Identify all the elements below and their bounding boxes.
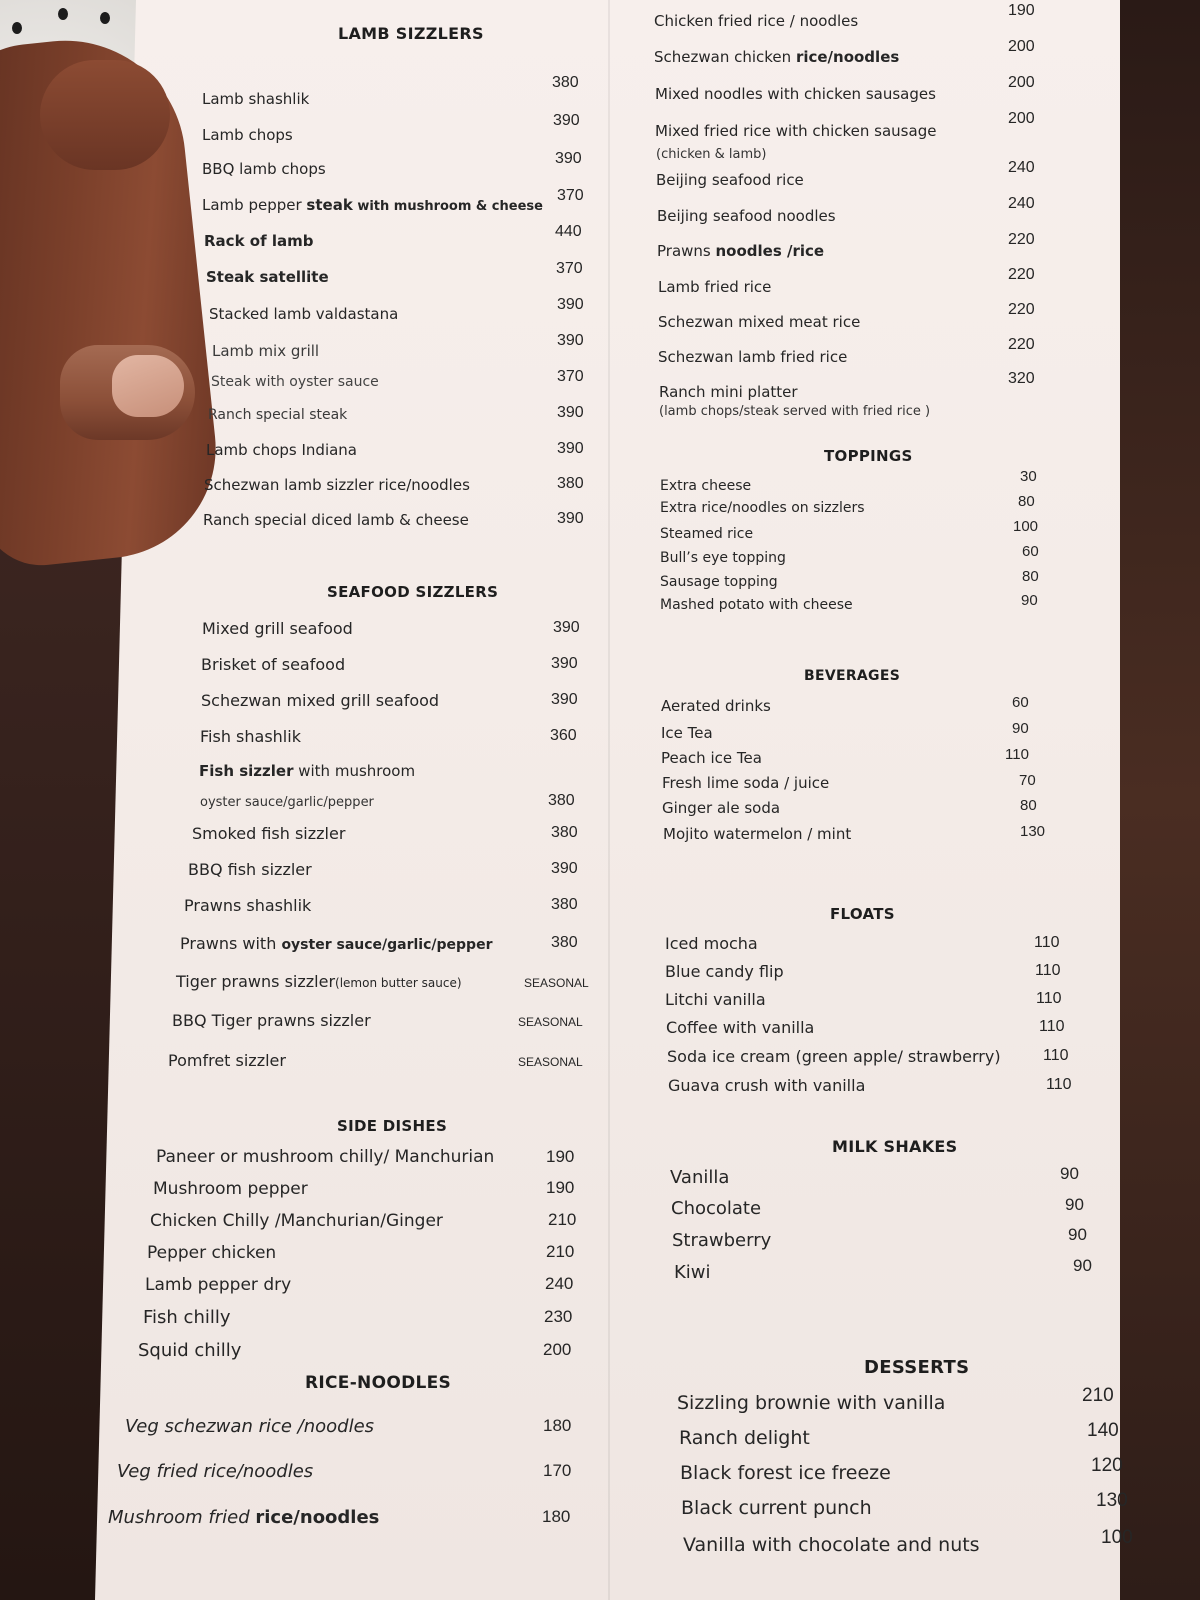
menu-item: Ginger ale soda — [662, 799, 781, 817]
menu-item: Sizzling brownie with vanilla — [677, 1392, 946, 1414]
menu-price: 390 — [551, 691, 578, 708]
menu-price: SEASONAL — [518, 1015, 583, 1029]
menu-item: Fish sizzler with mushroom — [199, 762, 416, 780]
menu-item: Paneer or mushroom chilly/ Manchurian — [156, 1147, 495, 1167]
menu-item: Ice Tea — [661, 724, 713, 742]
menu-price: 110 — [1034, 934, 1060, 951]
section-heading-desserts: DESSERTS — [864, 1357, 970, 1378]
menu-item: Extra cheese — [660, 478, 752, 494]
menu-item: Extra rice/noodles on sizzlers — [660, 500, 865, 516]
menu-item: Pepper chicken — [147, 1243, 277, 1263]
menu-item: Lamb chops — [202, 126, 293, 144]
menu-item: Lamb chops Indiana — [206, 441, 357, 459]
menu-price: 210 — [1082, 1385, 1114, 1406]
menu-item: Lamb shashlik — [202, 90, 310, 108]
menu-item: Guava crush with vanilla — [668, 1076, 866, 1095]
menu-price: 90 — [1012, 720, 1029, 737]
menu-item: Coffee with vanilla — [666, 1018, 815, 1037]
menu-price: 200 — [1008, 38, 1035, 55]
menu-item: Stacked lamb valdastana — [209, 305, 399, 323]
menu-item: BBQ Tiger prawns sizzler — [172, 1011, 371, 1030]
menu-price: 80 — [1020, 797, 1037, 814]
menu-price: 390 — [553, 619, 580, 636]
menu-price: 220 — [1008, 336, 1035, 353]
menu-price: 380 — [551, 824, 578, 841]
menu-item-note: (chicken & lamb) — [656, 147, 767, 162]
menu-item: BBQ lamb chops — [202, 160, 326, 178]
menu-item: Vanilla — [670, 1167, 730, 1188]
menu-price: 60 — [1012, 694, 1029, 711]
menu-price: 390 — [557, 296, 584, 313]
menu-item: Iced mocha — [665, 934, 758, 953]
menu-price: 240 — [1008, 159, 1035, 176]
menu-item: Litchi vanilla — [665, 990, 766, 1009]
menu-item: Prawns noodles /rice — [657, 242, 825, 260]
menu-price: 390 — [557, 332, 584, 349]
menu-price: 370 — [557, 368, 584, 385]
menu-item: Peach ice Tea — [661, 749, 762, 767]
menu-price: 80 — [1022, 568, 1039, 585]
menu-price: 100 — [1101, 1527, 1133, 1548]
menu-price: 240 — [545, 1274, 574, 1293]
menu-price: 70 — [1019, 772, 1036, 789]
menu-item: Mixed fried rice with chicken sausage — [655, 122, 937, 140]
menu-price: SEASONAL — [524, 976, 589, 990]
menu-price: 390 — [555, 150, 582, 167]
menu-item: Prawns with oyster sauce/garlic/pepper — [180, 934, 493, 953]
menu-price: 90 — [1068, 1225, 1087, 1244]
menu-price: 240 — [1008, 195, 1035, 212]
menu-price: 200 — [1008, 74, 1035, 91]
menu-item: Lamb fried rice — [658, 278, 772, 296]
menu-price: 90 — [1073, 1256, 1092, 1275]
menu-item: Bull’s eye topping — [660, 550, 786, 566]
menu-item: Lamb mix grill — [212, 342, 320, 360]
menu-price: 110 — [1036, 990, 1062, 1007]
menu-price: 120 — [1091, 1455, 1123, 1476]
menu-price: 110 — [1046, 1076, 1072, 1093]
menu-price: 380 — [551, 934, 578, 951]
menu-item: Pomfret sizzler — [168, 1051, 286, 1070]
menu-item: Black forest ice freeze — [680, 1462, 891, 1484]
menu-item: Schezwan lamb fried rice — [658, 348, 848, 366]
menu-item: Rack of lamb — [204, 232, 314, 250]
menu-price: 380 — [552, 74, 579, 91]
menu-price: 30 — [1020, 468, 1037, 485]
menu-item-note: (lamb chops/steak served with fried rice ) — [659, 404, 931, 419]
menu-price: 170 — [543, 1461, 572, 1480]
menu-item: oyster sauce/garlic/pepper — [200, 795, 374, 810]
menu-item: Lamb pepper steak with mushroom & cheese — [202, 196, 543, 214]
menu-item: Steamed rice — [660, 526, 754, 542]
menu-item: Fresh lime soda / juice — [662, 774, 830, 792]
menu-item: Aerated drinks — [661, 697, 771, 715]
menu-item: Beijing seafood rice — [656, 171, 804, 189]
menu-item: Ranch special diced lamb & cheese — [203, 511, 469, 529]
menu-price: 380 — [557, 475, 584, 492]
menu-item: Strawberry — [672, 1230, 772, 1251]
menu-price: 90 — [1021, 592, 1038, 609]
section-heading-rice-noodles: RICE-NOODLES — [305, 1373, 452, 1393]
menu-item: Schezwan mixed grill seafood — [201, 691, 440, 710]
menu-price: 110 — [1039, 1018, 1065, 1035]
menu-price: 370 — [556, 260, 583, 277]
menu-price: 60 — [1022, 543, 1039, 560]
menu-item: Veg schezwan rice /noodles — [125, 1416, 375, 1437]
menu-price: 370 — [557, 187, 584, 204]
menu-price: 390 — [553, 112, 580, 129]
menu-price: 190 — [546, 1178, 575, 1197]
menu-price: 130 — [1020, 823, 1046, 840]
menu-item: BBQ fish sizzler — [188, 860, 312, 879]
menu-item: Black current punch — [681, 1497, 872, 1519]
menu-item: Blue candy flip — [665, 962, 784, 981]
menu-price: 190 — [546, 1147, 575, 1166]
menu-item: Ranch delight — [679, 1427, 810, 1449]
menu-price: 110 — [1043, 1047, 1069, 1064]
menu-item: Brisket of seafood — [201, 655, 346, 674]
menu-price: 210 — [548, 1210, 577, 1229]
menu-price: 390 — [557, 404, 584, 421]
section-heading-beverages: BEVERAGES — [804, 668, 901, 684]
menu-price: 200 — [1008, 110, 1035, 127]
menu-item: Steak with oyster sauce — [211, 374, 379, 390]
menu-item: Vanilla with chocolate and nuts — [683, 1534, 980, 1556]
section-heading-floats: FLOATS — [830, 905, 895, 923]
menu-item: Tiger prawns sizzler(lemon butter sauce) — [176, 972, 462, 991]
menu-item: Chicken Chilly /Manchurian/Ginger — [150, 1211, 443, 1231]
menu-item: Mixed noodles with chicken sausages — [655, 85, 936, 103]
menu-item: Smoked fish sizzler — [192, 824, 346, 843]
menu-price: 110 — [1035, 962, 1061, 979]
section-heading-seafood-sizzlers: SEAFOOD SIZZLERS — [327, 583, 499, 601]
menu-item: Ranch special steak — [208, 407, 348, 423]
menu-item: Schezwan lamb sizzler rice/noodles — [204, 476, 470, 494]
menu-item: Sausage topping — [660, 574, 778, 590]
menu-price: 440 — [555, 223, 582, 240]
menu-item: Soda ice cream (green apple/ strawberry) — [667, 1047, 1001, 1066]
menu-price: 80 — [1018, 493, 1035, 510]
menu-price: 390 — [557, 440, 584, 457]
menu-price: 390 — [557, 510, 584, 527]
menu-price: 180 — [543, 1416, 572, 1435]
menu-item: Mixed grill seafood — [202, 619, 353, 638]
menu-item: Fish chilly — [143, 1307, 231, 1328]
menu-price: 390 — [551, 860, 578, 877]
menu-item: Steak satellite — [206, 268, 329, 286]
menu-item: Prawns shashlik — [184, 896, 312, 915]
menu-price: 110 — [1005, 746, 1029, 763]
menu-price: 390 — [551, 655, 578, 672]
section-heading-toppings: TOPPINGS — [824, 447, 913, 465]
menu-price: 210 — [546, 1242, 575, 1261]
menu-price: 190 — [1008, 2, 1035, 19]
menu-price: 100 — [1013, 518, 1039, 535]
menu-price: SEASONAL — [518, 1055, 583, 1069]
menu-price: 380 — [551, 896, 578, 913]
menu-price: 90 — [1065, 1195, 1084, 1214]
menu-item: Squid chilly — [138, 1340, 242, 1361]
menu-item: Mushroom pepper — [153, 1179, 308, 1199]
menu-price: 130 — [1096, 1490, 1128, 1511]
menu-item: Chocolate — [671, 1198, 762, 1219]
menu-price: 320 — [1008, 370, 1035, 387]
menu-item: Beijing seafood noodles — [657, 207, 836, 225]
menu-item: Mashed potato with cheese — [660, 597, 853, 613]
menu-price: 360 — [550, 727, 577, 744]
section-heading-milk-shakes: MILK SHAKES — [832, 1137, 958, 1156]
menu-item: Mushroom fried rice/noodles — [108, 1507, 380, 1528]
menu-price: 90 — [1060, 1164, 1079, 1183]
menu-price: 200 — [543, 1340, 572, 1359]
menu-item: Chicken fried rice / noodles — [654, 12, 859, 30]
menu-item: Mojito watermelon / mint — [663, 825, 852, 843]
menu-item: Schezwan mixed meat rice — [658, 313, 861, 331]
menu-price: 220 — [1008, 266, 1035, 283]
menu-price: 140 — [1087, 1420, 1119, 1441]
section-heading-lamb-sizzlers: LAMB SIZZLERS — [338, 24, 484, 43]
menu-item: Schezwan chicken rice/noodles — [654, 48, 900, 66]
menu-item: Kiwi — [674, 1262, 711, 1283]
menu-price: 180 — [542, 1507, 571, 1526]
menu-price: 220 — [1008, 231, 1035, 248]
section-heading-side-dishes: SIDE DISHES — [337, 1117, 448, 1135]
menu-price: 220 — [1008, 301, 1035, 318]
menu-item: Veg fried rice/noodles — [117, 1461, 314, 1482]
menu-item: Lamb pepper dry — [145, 1275, 292, 1295]
menu-price: 380 — [548, 792, 575, 809]
menu-item: Fish shashlik — [200, 727, 301, 746]
menu-price: 230 — [544, 1307, 573, 1326]
menu-item: Ranch mini platter — [659, 383, 798, 401]
